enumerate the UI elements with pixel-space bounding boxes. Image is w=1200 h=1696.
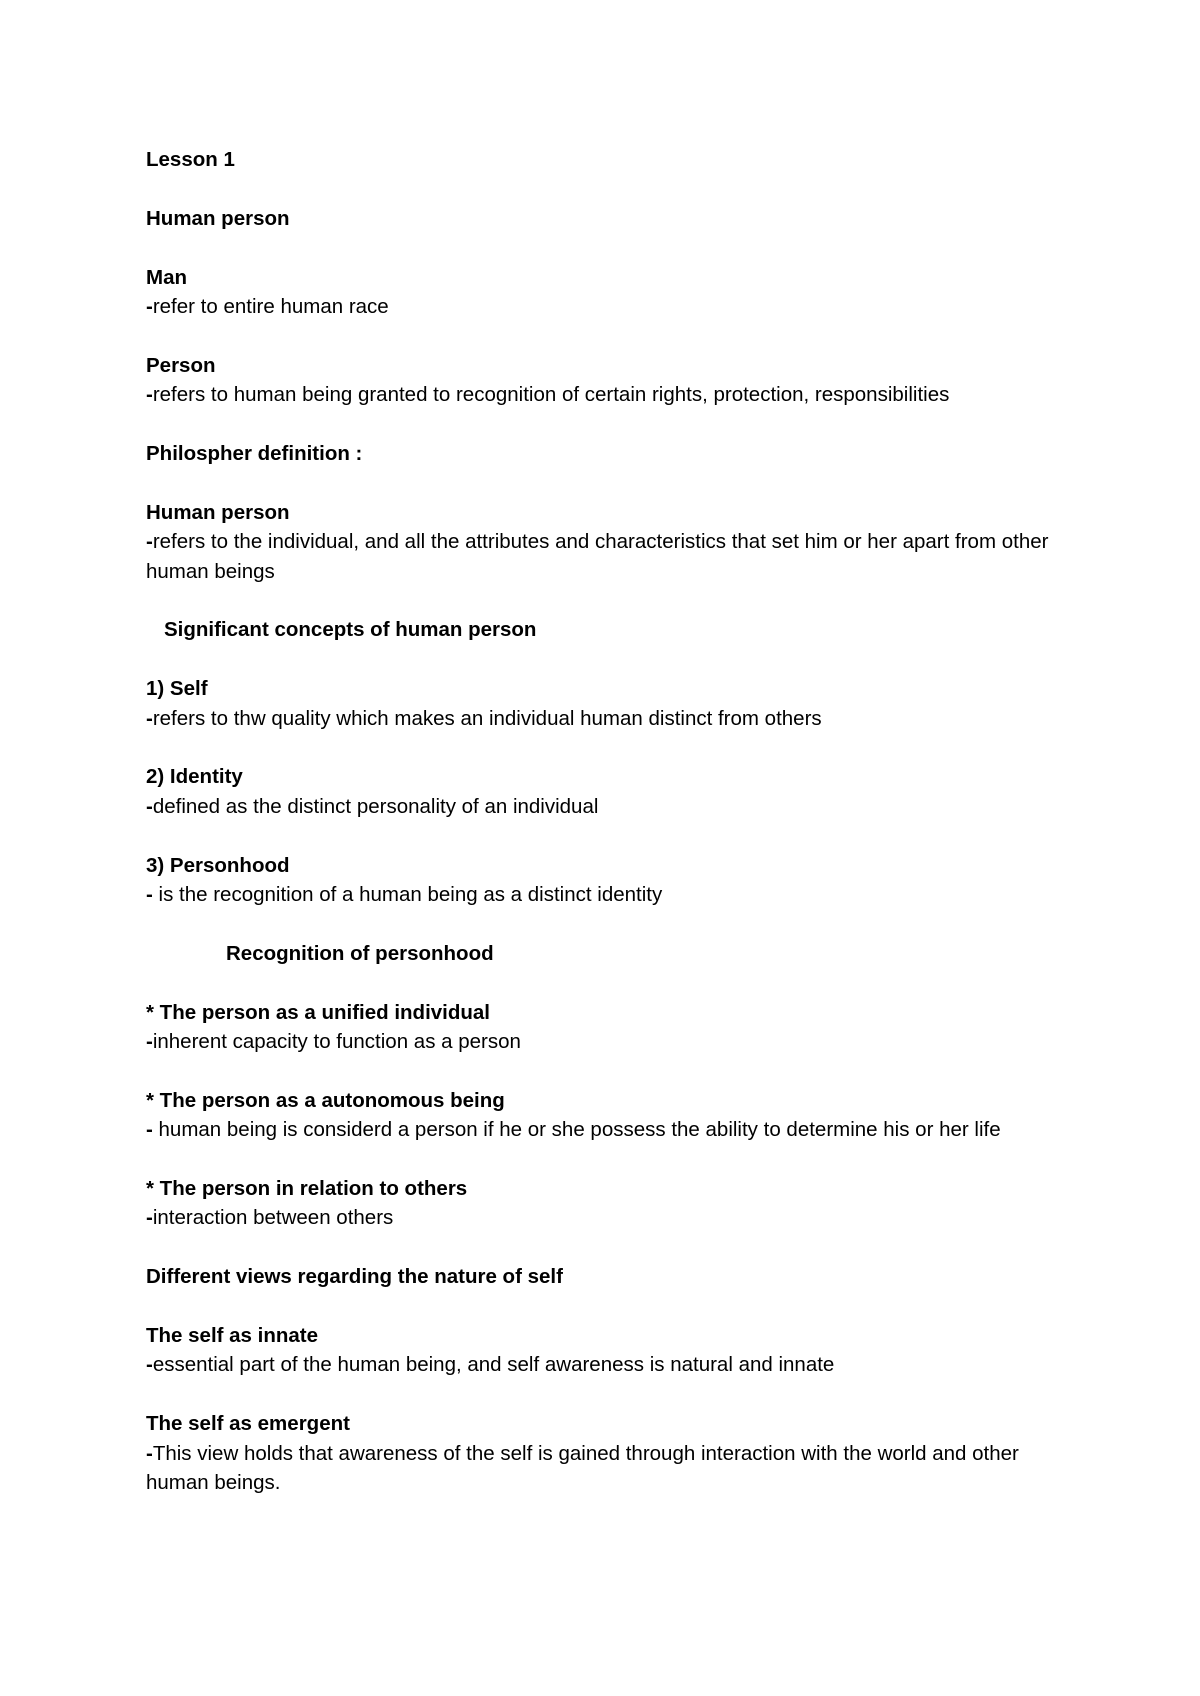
recognition-heading: * The person in relation to others — [146, 1177, 468, 1201]
concept-item — [146, 674, 1056, 733]
view-definition: -essential part of the human being, and self awareness is natural and innate — [146, 1353, 835, 1377]
term-heading: Human person — [146, 500, 290, 524]
section-heading-philosopher: Philospher definition : — [146, 442, 363, 465]
definition-human-person — [146, 498, 1056, 586]
recognition-item — [146, 1174, 1056, 1233]
concept-heading: 2) Identity — [146, 765, 243, 789]
term-heading: Man — [146, 265, 187, 289]
recognition-item — [146, 998, 1056, 1057]
recognition-item — [146, 1086, 1056, 1145]
lesson-title: Lesson 1 — [146, 148, 235, 171]
concept-definition: - is the recognition of a human being as a distinct identity — [146, 883, 663, 907]
definition-person — [146, 351, 1056, 410]
view-item — [146, 1321, 1056, 1380]
section-heading-significant: Significant concepts of human person — [164, 618, 537, 642]
recognition-heading: * The person as a unified individual — [146, 1000, 491, 1024]
term-definition: -refers to the individual, and all the attributes and characteristics that set him or her apart from other human beings — [146, 530, 1049, 583]
section-heading-recognition: Recognition of personhood — [226, 941, 494, 965]
recognition-definition: -interaction between others — [146, 1206, 394, 1230]
concept-definition: -refers to thw quality which makes an individual human distinct from others — [146, 706, 822, 730]
concept-item — [146, 851, 1056, 910]
view-heading: The self as innate — [146, 1324, 319, 1348]
concept-item — [146, 762, 1056, 821]
term-definition: -refers to human being granted to recognition of certain rights, protection, responsibilities — [146, 383, 950, 407]
term-heading: Person — [146, 353, 216, 377]
section-heading-views: Different views regarding the nature of self — [146, 1265, 563, 1289]
document-body — [146, 145, 1056, 1527]
recognition-definition: -inherent capacity to function as a person — [146, 1030, 521, 1054]
view-heading: The self as emergent — [146, 1412, 350, 1436]
topic-heading: Human person — [146, 206, 290, 230]
concept-definition: -defined as the distinct personality of an individual — [146, 794, 599, 818]
concept-heading: 3) Personhood — [146, 853, 290, 877]
view-item — [146, 1409, 1056, 1497]
recognition-heading: * The person as a autonomous being — [146, 1088, 505, 1112]
concept-heading: 1) Self — [146, 677, 208, 701]
view-definition: -This view holds that awareness of the self is gained through interaction with the world and other human beings. — [146, 1441, 1019, 1495]
recognition-definition: - human being is considerd a person if he or she possess the ability to determine his or her life — [146, 1118, 1001, 1142]
term-definition: -refer to entire human race — [146, 295, 389, 318]
definition-man — [146, 263, 1056, 322]
